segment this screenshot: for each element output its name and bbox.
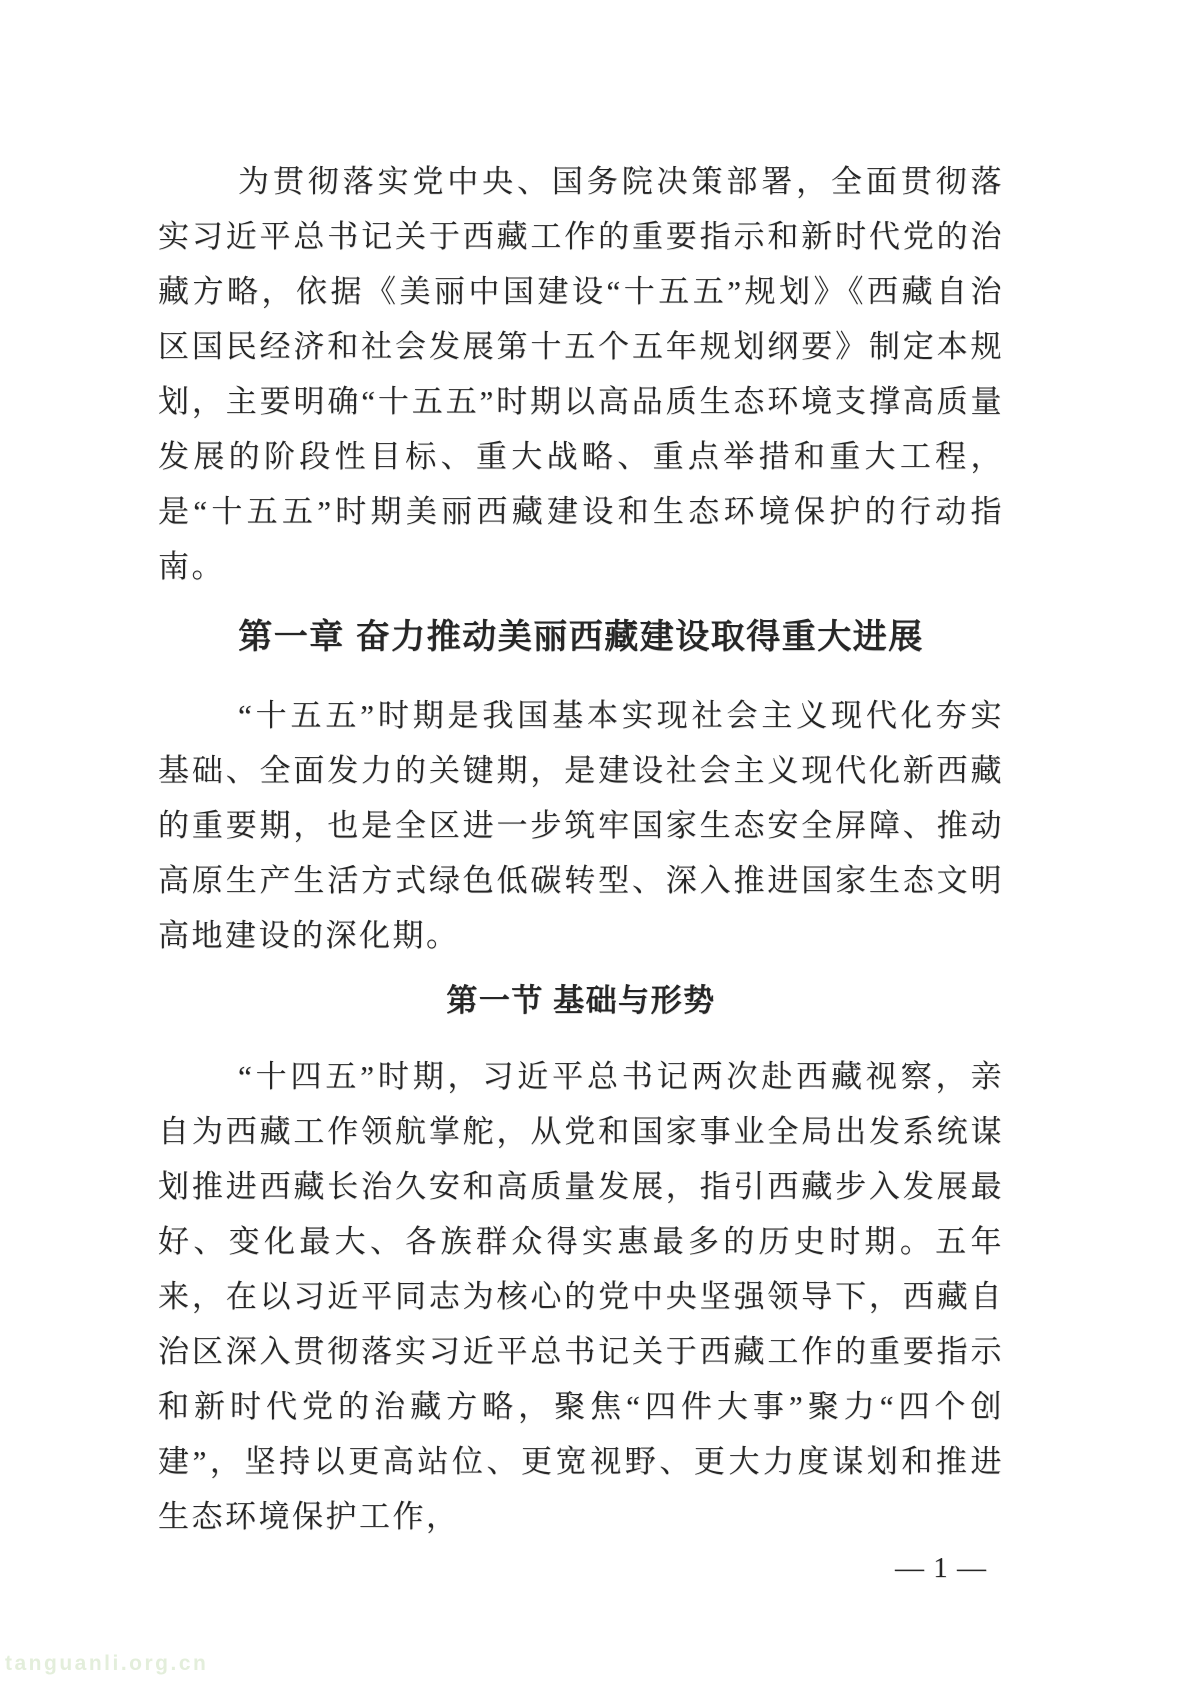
section-body-paragraph: “十四五”时期，习近平总书记两次赴西藏视察，亲自为西藏工作领航掌舵，从党和国家事业全局出发系统谋划推进西藏长治久安和高质量发展，指引西藏步入发展最好、变化最大、各族群众得实惠最多的历史时期。五年来，在以习近平同志为核心的党中央坚强领导下，西藏自治区深入贯彻落实习近平总书记关于西藏工作的重要指示和新时代党的治藏方略，聚焦“四件大事”聚力“四个创建”，坚持以更高站位、更宽视野、更大力度谋划和推进生态环境保护工作， [158,1059,1004,1534]
page-number: — 1 — [895,1552,987,1584]
chapter-heading: 第一章 奋力推动美丽西藏建设取得重大进展 [238,618,924,656]
section-heading: 第一节 基础与形势 [446,983,716,1018]
watermark: tanguanli.org.cn [5,1652,209,1675]
intro-paragraph: 为贯彻落实党中央、国务院决策部署，全面贯彻落实习近平总书记关于西藏工作的重要指示和新时代党的治藏方略，依据《美丽中国建设“十五五”规划》《西藏自治区国民经济和社会发展第十五个五年规划纲要》制定本规划，主要明确“十五五”时期以高品质生态环境支撑高质量发展的阶段性目标、重大战略、重点举措和重大工程，是“十五五”时期美丽西藏建设和生态环境保护的行动指南。 [158,164,1004,584]
chapter-overview-paragraph: “十五五”时期是我国基本实现社会主义现代化夯实基础、全面发力的关键期，是建设社会主义现代化新西藏的重要期，也是全区进一步筑牢国家生态安全屏障、推动高原生产生活方式绿色低碳转型、深入推进国家生态文明高地建设的深化期。 [158,698,1004,953]
